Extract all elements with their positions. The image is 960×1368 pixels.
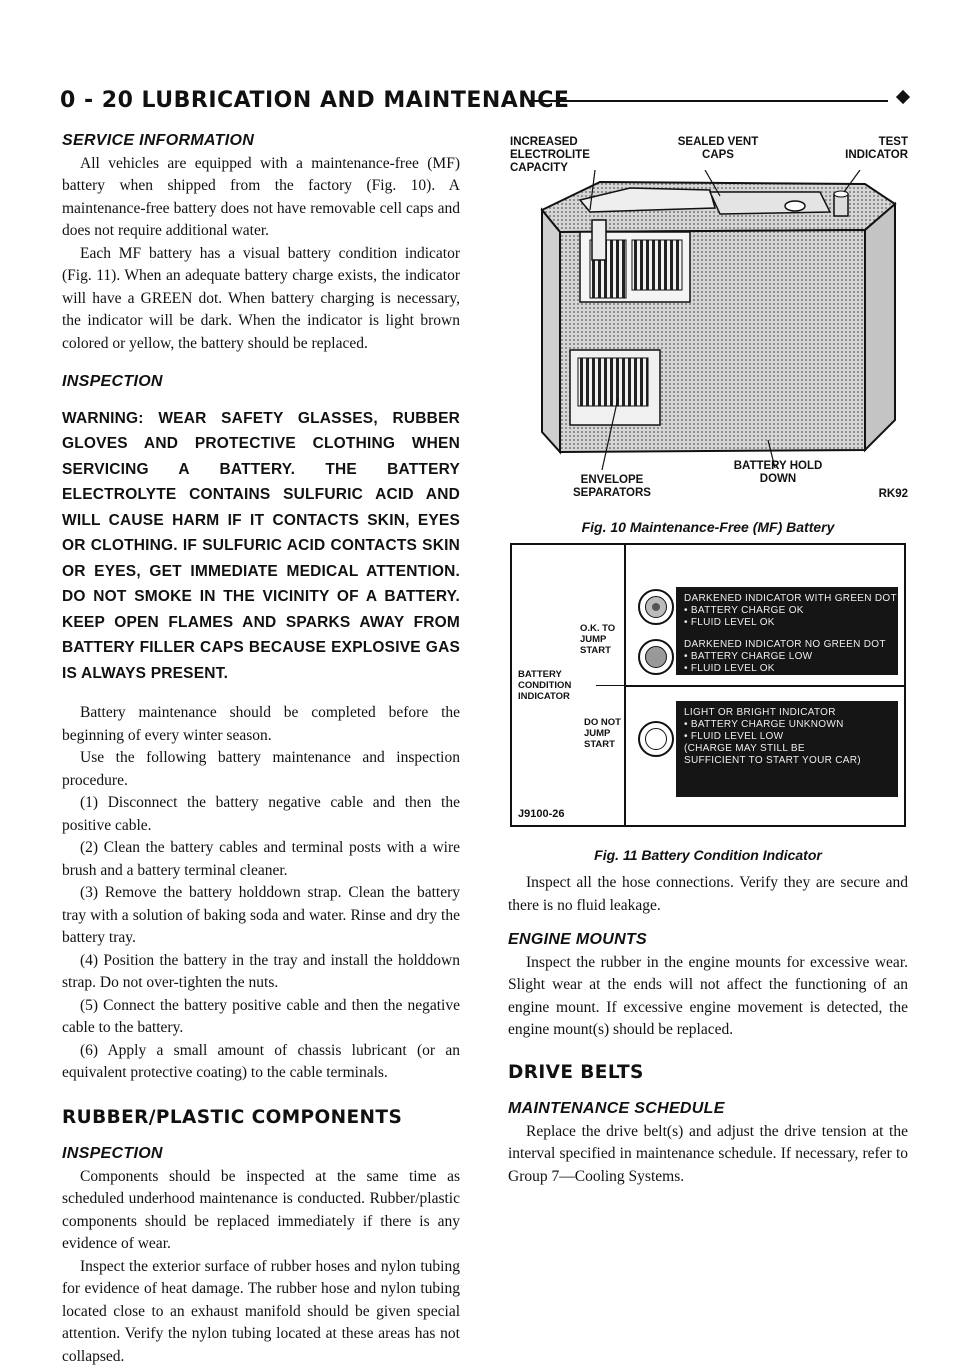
procedure-step: (5) Connect the battery positive cable and then the negative cable to the battery. xyxy=(62,995,460,1040)
procedure-step: (3) Remove the battery holddown strap. Clean the battery tray with a solution of baking soda and water. Rinse and dry the battery tray. xyxy=(62,882,460,950)
indicator-line: • BATTERY CHARGE UNKNOWN xyxy=(684,719,890,731)
battery-hold-down-label: BATTERY HOLD DOWN xyxy=(728,460,828,486)
ok-jump-start-label: O.K. TO JUMP START xyxy=(580,623,624,656)
envelope-separators-label: ENVELOPE SEPARATORS xyxy=(552,474,672,500)
maintenance-paragraph-2: Use the following battery maintenance and inspection procedure. xyxy=(62,747,460,792)
rubber-inspection-heading: INSPECTION xyxy=(62,1143,460,1166)
service-paragraph-2: Each MF battery has a visual battery condition indicator (Fig. 11). When an adequate battery charge exists, the indicator will have a GREEN dot. When battery charging is necessary, the indicator will be dark. When the indicator is light brown colored or yellow, the battery should be replaced. xyxy=(62,243,460,356)
indicator-line: • BATTERY CHARGE OK xyxy=(684,605,890,617)
engine-mounts-paragraph: Inspect the rubber in the engine mounts for excessive wear. Slight wear at the ends will not affect the functioning of an engine mount. If excessive engine movement is detected, the engine mount(s) should be replaced. xyxy=(508,952,908,1042)
indicator-dark-icon xyxy=(638,639,674,675)
maintenance-schedule-heading: MAINTENANCE SCHEDULE xyxy=(508,1098,908,1121)
page-title: 0 - 20 LUBRICATION AND MAINTENANCE xyxy=(60,88,569,113)
engine-mounts-heading: ENGINE MOUNTS xyxy=(508,929,908,952)
procedure-step: (2) Clean the battery cables and terminal posts with a wire brush and a battery terminal cleaner. xyxy=(62,837,460,882)
maintenance-schedule-paragraph: Replace the drive belt(s) and adjust the drive tension at the interval specified in maintenance schedule. If necessary, refer to Group 7—Cooling Systems. xyxy=(508,1121,908,1189)
service-paragraph-1: All vehicles are equipped with a maintenance-free (MF) battery when shipped from the factory (Fig. 10). A maintenance-free battery does not have removable cell caps and does not require additional water. xyxy=(62,153,460,243)
indicator-line: SUFFICIENT TO START YOUR CAR) xyxy=(684,755,890,767)
indicator-description-box xyxy=(676,587,898,675)
warning-text: WARNING: WEAR SAFETY GLASSES, RUBBER GLOVES AND PROTECTIVE CLOTHING WHEN SERVICING A BATTERY. THE BATTERY ELECTROLYTE CONTAINS SULFURIC ACID AND WILL CAUSE HARM IF IT CONTACTS SKIN, EYES OR CLOTHING. IF SULFURIC ACID CONTACTS SKIN OR EYES, GET IMMEDIATE MEDICAL ATTENTION. DO NOT SMOKE IN THE VICINITY OF A BATTERY. KEEP OPEN FLAMES AND SPARKS AWAY FROM BATTERY FILLER CAPS BECAUSE EXPLOSIVE GAS IS ALWAYS PRESENT. xyxy=(62,406,460,687)
table-divider xyxy=(624,685,904,687)
right-column xyxy=(508,872,908,1188)
indicator-light-icon xyxy=(638,721,674,757)
header-rule xyxy=(528,100,888,102)
procedure-step: (1) Disconnect the battery negative cable and then the positive cable. xyxy=(62,792,460,837)
rubber-paragraph-2: Inspect the exterior surface of rubber hoses and nylon tubing for evidence of heat damage. The rubber hose and nylon tubing located close to an exhaust manifold should be given special attention. Verify the nylon tubing located at these areas has not collapsed. xyxy=(62,1256,460,1368)
figure-code: J9100-26 xyxy=(518,809,565,820)
service-information-heading: SERVICE INFORMATION xyxy=(62,130,460,153)
test-indicator-label: TEST INDICATOR xyxy=(836,136,908,162)
rubber-plastic-heading: RUBBER/PLASTIC COMPONENTS xyxy=(62,1107,460,1130)
indicator-line: (CHARGE MAY STILL BE xyxy=(684,743,890,755)
indicator-line: DARKENED INDICATOR WITH GREEN DOT xyxy=(684,593,890,605)
diamond-icon xyxy=(896,90,910,104)
page-header xyxy=(60,88,910,118)
indicator-description-box xyxy=(676,701,898,797)
figure-10-caption: Fig. 10 Maintenance-Free (MF) Battery xyxy=(508,519,908,535)
battery-condition-table xyxy=(510,543,906,827)
indicator-green-dot-icon xyxy=(638,589,674,625)
left-column xyxy=(62,130,460,1368)
procedure-step: (6) Apply a small amount of chassis lubricant (or an equivalent protective coating) to the cable terminals. xyxy=(62,1040,460,1085)
figure-code: RK92 xyxy=(868,488,908,501)
indicator-line: LIGHT OR BRIGHT INDICATOR xyxy=(684,707,890,719)
indicator-line: • FLUID LEVEL LOW xyxy=(684,731,890,743)
rubber-paragraph-1: Components should be inspected at the same time as scheduled underhood maintenance is conducted. Rubber/plastic components should be replaced immediately if there is any evidence of wear. xyxy=(62,1166,460,1256)
figure-11-caption: Fig. 11 Battery Condition Indicator xyxy=(508,847,908,863)
drive-belts-heading: DRIVE BELTS xyxy=(508,1062,908,1085)
indicator-line: • BATTERY CHARGE LOW xyxy=(684,651,890,663)
increased-capacity-label: INCREASED ELECTROLITE CAPACITY xyxy=(510,136,610,175)
inspection-heading: INSPECTION xyxy=(62,371,460,394)
battery-condition-label: BATTERY CONDITION INDICATOR xyxy=(518,669,596,702)
battery-illustration xyxy=(520,170,910,470)
maintenance-paragraph-1: Battery maintenance should be completed before the beginning of every winter season. xyxy=(62,702,460,747)
sealed-vent-caps-label: SEALED VENT CAPS xyxy=(668,136,768,162)
hose-inspection-paragraph: Inspect all the hose connections. Verify they are secure and there is no fluid leakage. xyxy=(508,872,908,917)
label-leader-line xyxy=(596,685,624,686)
indicator-line: • FLUID LEVEL OK xyxy=(684,663,890,675)
indicator-line: DARKENED INDICATOR NO GREEN DOT xyxy=(684,639,890,651)
indicator-line: • FLUID LEVEL OK xyxy=(684,617,890,629)
do-not-jump-start-label: DO NOT JUMP START xyxy=(584,717,624,750)
procedure-step: (4) Position the battery in the tray and install the holddown strap. Do not over-tighten the nuts. xyxy=(62,950,460,995)
